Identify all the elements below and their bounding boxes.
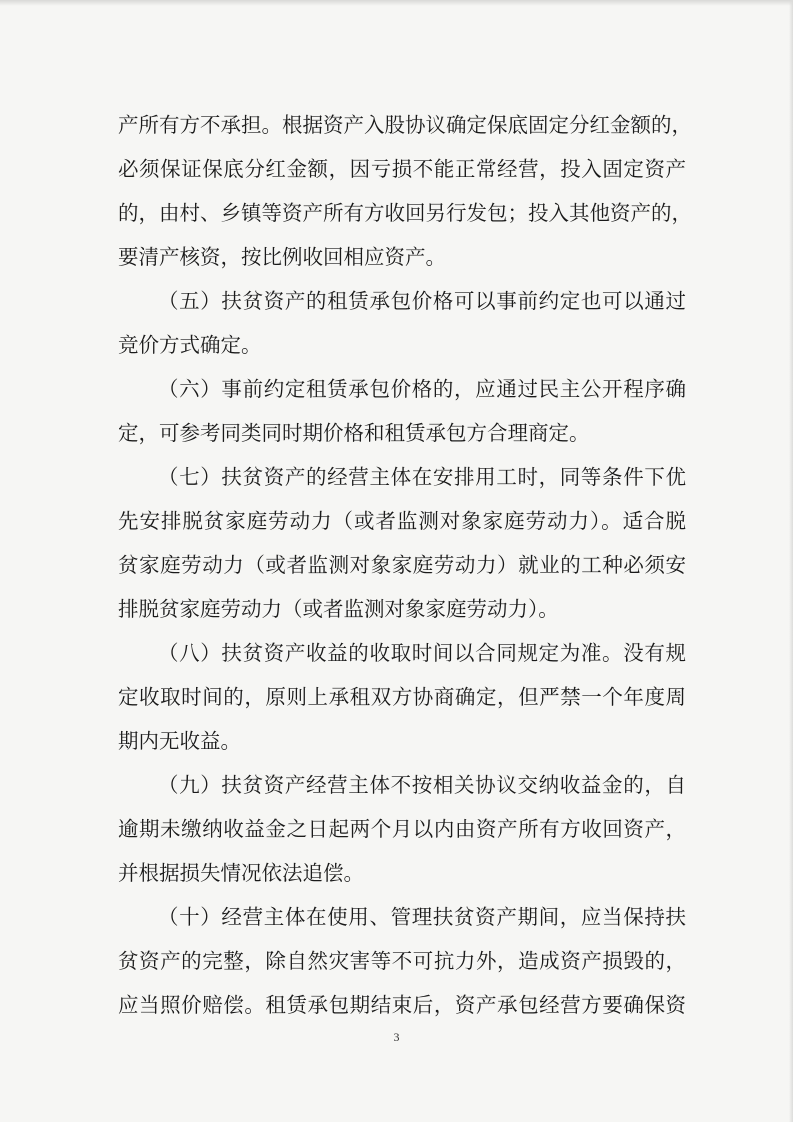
- text-line: 贫家庭劳动力（或者监测对象家庭劳动力）就业的工种必须安: [118, 553, 686, 577]
- text-line: （六）事前约定租赁承包价格的，应通过民主公开程序确: [158, 377, 686, 401]
- body-text: [118, 103, 692, 1027]
- text-line: 应当照价赔偿。租赁承包期结束后，资产承包经营方要确保资: [118, 993, 686, 1017]
- text-line: 必须保证保底分红金额，因亏损不能正常经营，投入固定资产: [118, 157, 686, 181]
- text-line: 产所有方不承担。根据资产入股协议确定保底固定分红金额的，: [118, 113, 692, 137]
- scan-edge-top: [0, 0, 793, 6]
- text-line: 逾期未缴纳收益金之日起两个月以内由资产所有方收回资产，: [118, 817, 686, 841]
- text-line: 排脱贫家庭劳动力（或者监测对象家庭劳动力）。: [118, 597, 559, 621]
- text-line: 定，可参考同类同时期价格和租赁承包方合理商定。: [118, 421, 590, 445]
- text-line: （八）扶贫资产收益的收取时间以合同规定为准。没有规: [158, 641, 686, 665]
- scan-edge-right: [789, 0, 793, 1122]
- text-line: 要清产核资，按比例收回相应资产。: [118, 245, 446, 269]
- text-line: （九）扶贫资产经营主体不按相关协议交纳收益金的，自: [158, 773, 686, 797]
- text-line: 竞价方式确定。: [118, 333, 262, 357]
- page-number: 3: [393, 1030, 400, 1044]
- text-line: 并根据损失情况依法追偿。: [118, 861, 364, 885]
- text-line: （十）经营主体在使用、管理扶贫资产期间，应当保持扶: [158, 905, 686, 929]
- text-line: 贫资产的完整，除自然灾害等不可抗力外，造成资产损毁的，: [118, 949, 686, 973]
- text-line: （五）扶贫资产的租赁承包价格可以事前约定也可以通过: [158, 289, 686, 313]
- text-line: 先安排脱贫家庭劳动力（或者监测对象家庭劳动力）。适合脱: [118, 509, 686, 533]
- text-line: （七）扶贫资产的经营主体在安排用工时，同等条件下优: [158, 465, 686, 489]
- text-line: 定收取时间的，原则上承租双方协商确定，但严禁一个年度周: [118, 685, 686, 709]
- text-line: 的，由村、乡镇等资产所有方收回另行发包；投入其他资产的，: [118, 201, 692, 225]
- text-line: 期内无收益。: [118, 729, 241, 753]
